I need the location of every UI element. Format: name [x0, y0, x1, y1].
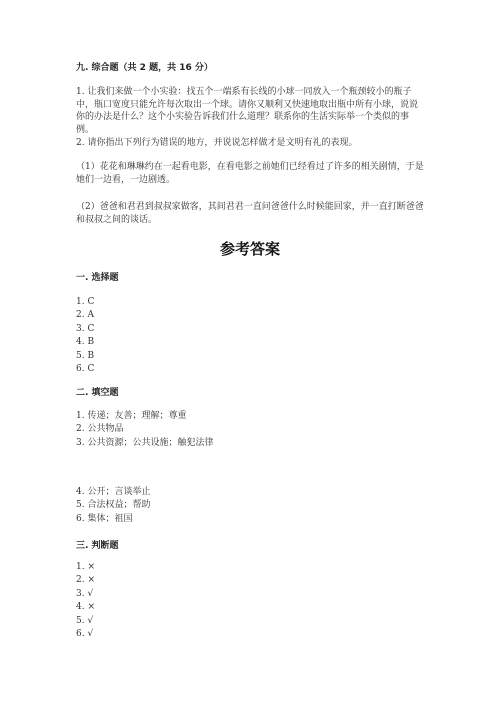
list-item: 2. ×: [76, 575, 95, 586]
list-item: 1. ×: [76, 562, 95, 572]
fill-answer-list-b: [76, 486, 150, 526]
list-item: 2. A: [76, 310, 94, 321]
fill-answer-list-a: [76, 410, 213, 450]
list-item: 3. 公共资源；公共设施；触犯法律: [76, 437, 214, 448]
choice-section-title: 一. 选择题: [76, 273, 119, 283]
list-item: 4. ×: [76, 602, 95, 613]
judge-answer-list: [76, 561, 95, 641]
list-item: 5. 合法权益；帮助: [76, 500, 151, 511]
question-2-item-1: （1）花花和琳琳约在一起看电影，在看电影之前她们已经看过了许多的相关剧情，于是她们一边看，一边剧透。: [76, 162, 424, 185]
judge-section-title: 三. 判断题: [76, 541, 119, 551]
question-2-item-2: （2）爸爸和君君到叔叔家做客，其间君君一直问爸爸什么时候能回家，并一直打断爸爸和叔叔之间的谈话。: [76, 202, 424, 225]
list-item: 3. √: [76, 588, 94, 599]
list-item: 5. √: [76, 615, 94, 626]
list-item: 3. C: [76, 323, 95, 334]
list-item: 6. √: [76, 629, 94, 640]
section-9-title: 九. 综合题（共 2 题，共 16 分）: [76, 63, 213, 73]
choice-answer-list: [76, 296, 94, 376]
list-item: 5. B: [76, 350, 95, 361]
list-item: 2. 公共物品: [76, 424, 124, 435]
list-item: 6. 集体；祖国: [76, 513, 133, 524]
list-item: 4. 公开；言谈举止: [76, 487, 151, 497]
fill-section-title: 二. 填空题: [76, 388, 119, 398]
answer-key-title: 参考答案: [219, 240, 280, 258]
list-item: 1. 传递；友善；理解；尊重: [76, 411, 187, 421]
question-1-text: 1. 让我们来做一个小实验：找五个一端系有长线的小球一同放入一个瓶颈较小的瓶子中，瓶口宽度只能允许每次取出一个球。请你又顺利又快速地取出瓶中所有小球，说说你的办法是什么？这个小实验告诉我们什么道理？联系你的生活实际举一个类似的事例。: [76, 87, 419, 135]
list-item: 4. B: [76, 337, 95, 348]
list-item: 1. C: [76, 297, 95, 307]
list-item: 6. C: [76, 364, 95, 375]
question-2-text: 2. 请你指出下列行为错误的地方，并说说怎样做才是文明有礼的表现。: [76, 138, 358, 148]
